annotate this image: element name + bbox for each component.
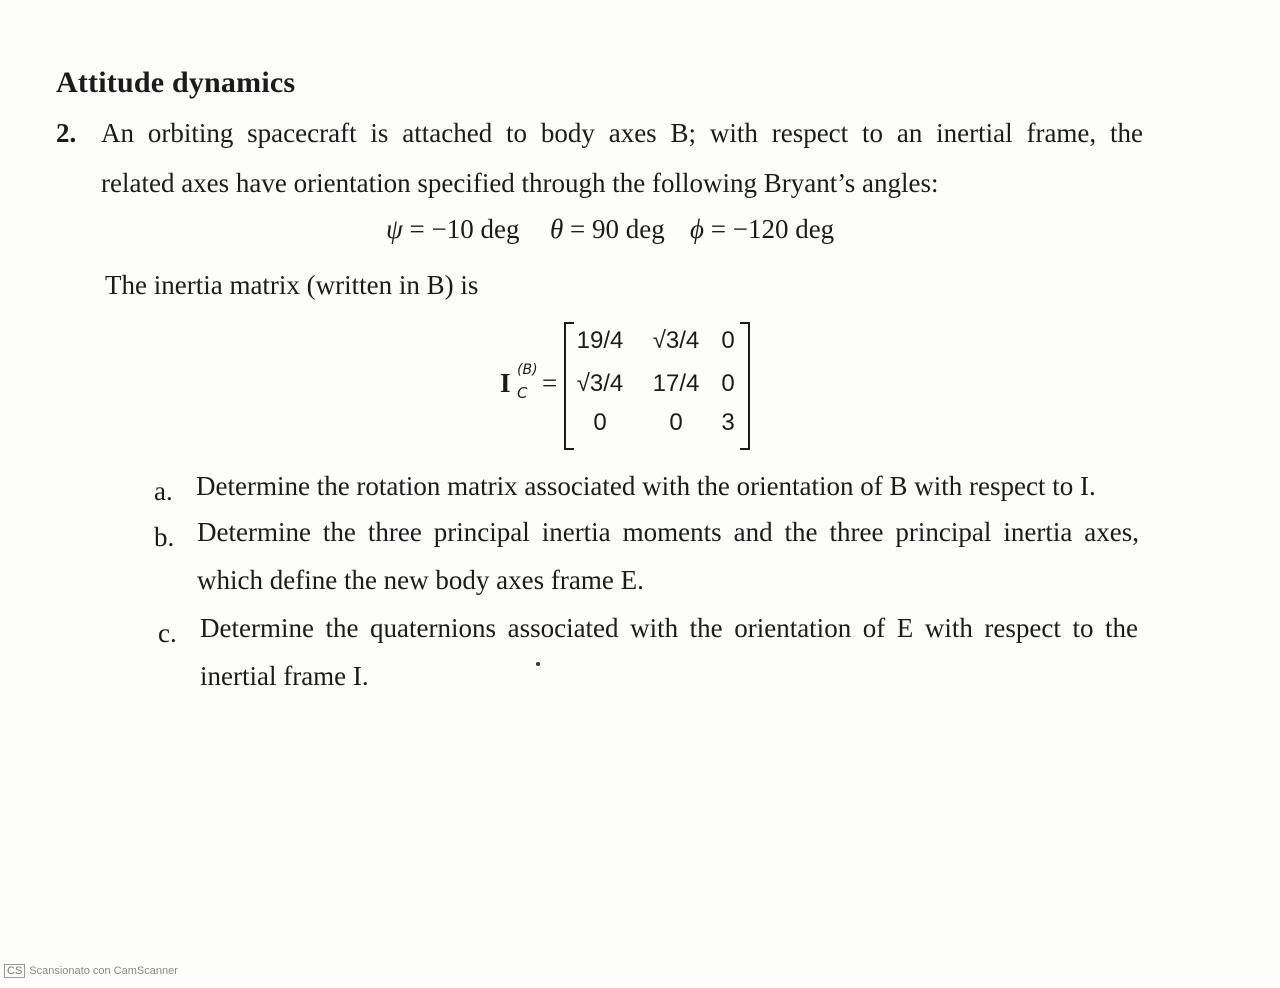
- phi-symbol: ϕ: [690, 214, 704, 244]
- matrix-lhs: [500, 362, 558, 402]
- matrix-lhs-symbol: I: [500, 368, 511, 398]
- scanner-watermark: [4, 964, 178, 978]
- matrix-cell-r3c3: 3: [721, 409, 735, 436]
- camscanner-logo-icon: CS: [4, 964, 25, 978]
- matrix-cell-r2c2: 17/4: [652, 370, 700, 397]
- item-b-text: [197, 508, 1139, 604]
- angle-phi: [690, 214, 834, 245]
- matrix-cell-r2c3: 0: [721, 370, 735, 397]
- psi-symbol: ψ: [386, 214, 403, 244]
- inertia-intro: The inertia matrix (written in B) is: [105, 270, 479, 300]
- angle-psi: [386, 214, 519, 245]
- matrix-cell-r2c1: √3/4: [576, 370, 624, 397]
- item-a-line-1: Determine the rotation matrix associated with the orientation of B with respect to I.: [196, 471, 1096, 501]
- item-b-line-1: Determine the three principal inertia moments and the three principal inertia axes,: [197, 517, 1139, 547]
- matrix-cell-r1c2: √3/4: [652, 327, 700, 354]
- matrix-cell-r3c2: 0: [669, 409, 683, 436]
- theta-symbol: θ: [550, 214, 564, 244]
- matrix-cell-r3c1: 0: [593, 409, 607, 436]
- question-text-line-2: related axes have orientation specified through the following Bryant’s angles:: [101, 168, 939, 198]
- matrix-lhs-superscript: (B): [517, 362, 538, 378]
- item-a-letter: a.: [154, 476, 173, 506]
- matrix-lhs-subscript: C: [517, 384, 528, 402]
- section-heading: Attitude dynamics: [56, 66, 296, 99]
- matrix-equals: =: [542, 368, 558, 398]
- inertia-matrix: [500, 318, 760, 448]
- theta-value: = 90 deg: [570, 214, 665, 244]
- matrix-cell-r1c3: 0: [721, 327, 735, 354]
- item-c-line-2: inertial frame I.: [200, 661, 369, 691]
- question-text-line-1: An orbiting spacecraft is attached to body axes B; with respect to an inertial frame, the: [101, 118, 1143, 148]
- psi-value: = −10 deg: [409, 214, 520, 244]
- item-a-text: [196, 462, 1126, 510]
- scanner-watermark-text: Scansionato con CamScanner: [29, 965, 178, 977]
- item-b-letter: b.: [154, 522, 175, 552]
- matrix-cell-r1c1: 19/4: [576, 327, 624, 354]
- question-number: 2.: [56, 118, 77, 148]
- stray-dot: [536, 662, 540, 666]
- phi-value: = −120 deg: [710, 214, 835, 244]
- item-b-line-2: which define the new body axes frame E.: [197, 565, 644, 595]
- item-c-letter: c.: [158, 618, 177, 648]
- angle-theta: [550, 214, 665, 245]
- item-c-text: [200, 604, 1138, 700]
- item-c-line-1: Determine the quaternions associated with the orientation of E with respect to the: [200, 613, 1138, 643]
